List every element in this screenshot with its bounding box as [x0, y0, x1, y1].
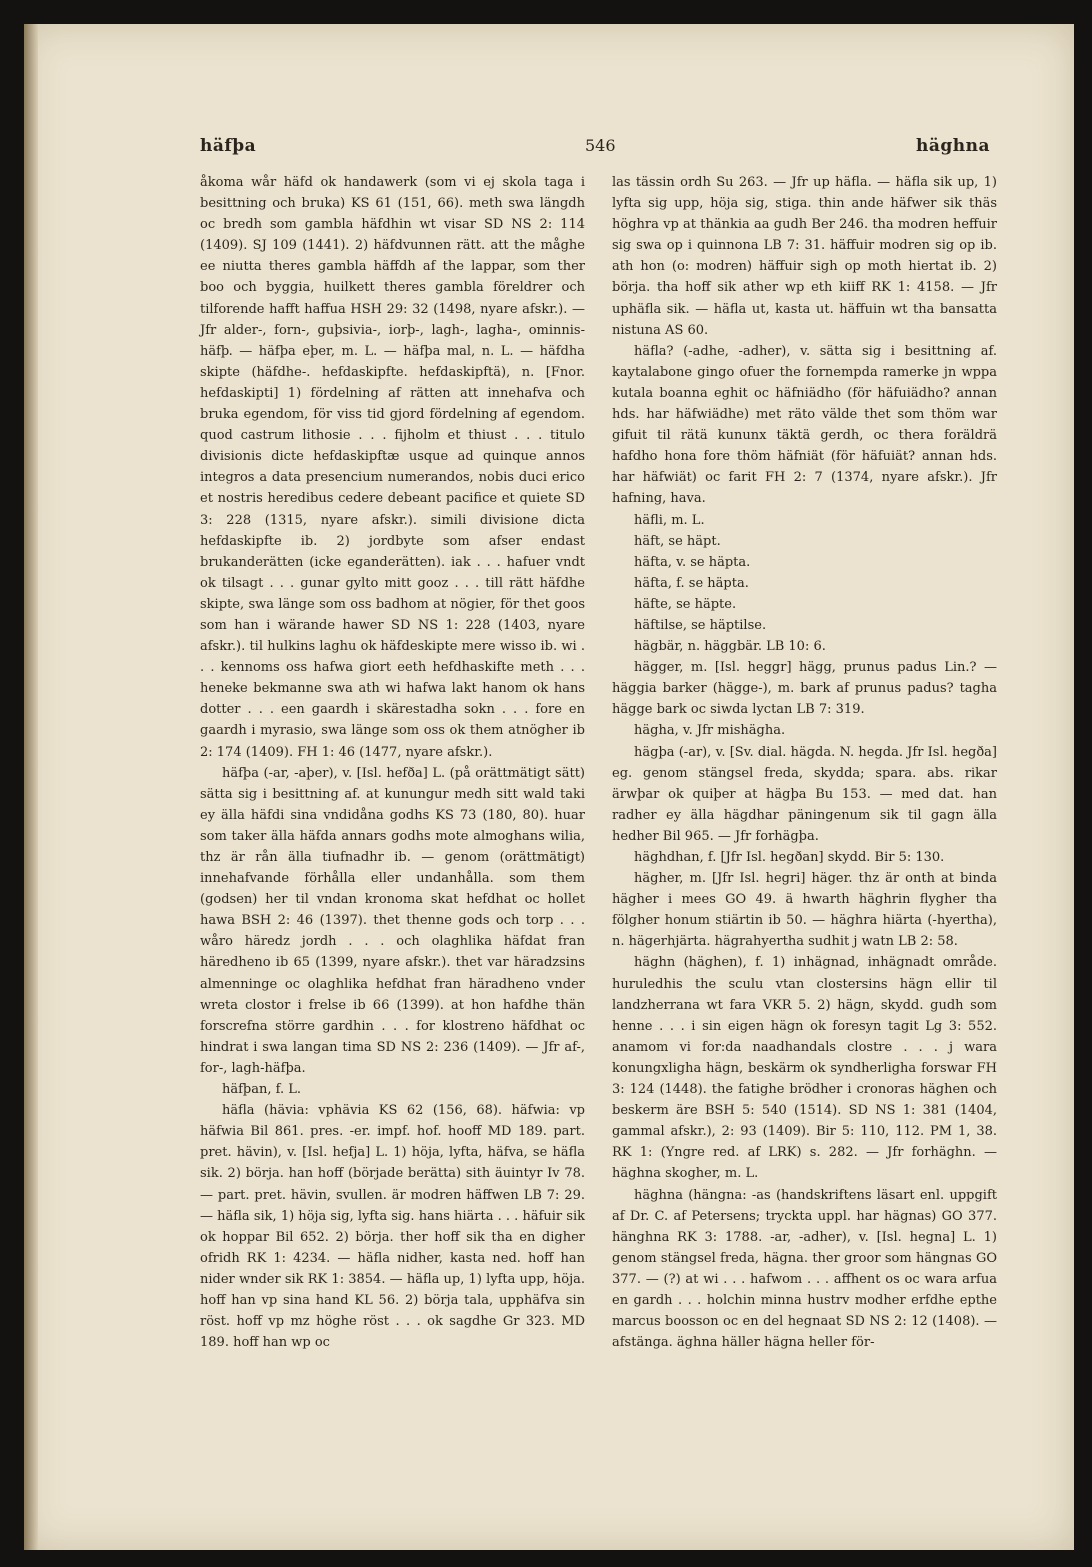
- entry-haegha: hägha, v. Jfr mishägha.: [634, 723, 786, 739]
- entry-haegþa: hägþa (-ar), v. [Sv. dial. hägda. N. hegda. Jfr Isl. hegða] eg. genom stängsel freda, skydda; spara. abs. rikar ärwþar ok quiþer at hägþa Bu 153. — med dat. han radher ey älla hägdhar päningenum sik til gagn älla hedher Bil 965. — Jfr forhägþa.: [612, 744, 997, 844]
- entry-haeft: häft, se häpt.: [634, 533, 721, 549]
- entry-haefla: häfla (hävia: vphävia KS 62 (156, 68). häfwia: vp häfwia Bil 861. pres. -er. impf. hof. hooff MD 189. part. pret. hävin), v. [Isl. hefja] L. 1) höja, lyfta, häfva, se häfla sik. 2) börja. han hoff (började berätta) sith äuintyr Iv 78. — part. pret. hävin, svullen. är modren häffwen LB 7: 29. — häfla sik, 1) höja sig, lyfta sig. hans hiärta . . . häfuir sik ok hoppar Bil 652. 2) börja. ther hoff sik tha en digher ofridh RK 1: 4234. — häfla nidher, kasta ned. hoff han nider wnder sik RK 1: 3854. — häfla up, 1) lyfta upp, höja. hoff han vp sina hand KL 56. 2) börja tala, upphäfva sin röst. hoff vp mz höghe röst . . . ok sagdhe Gr 323. MD 189. hoff han wp oc: [200, 1103, 585, 1351]
- left-column: [200, 172, 585, 1353]
- entry-haefte: häfte, se häpte.: [634, 596, 737, 612]
- entry-haefþa-verb: häfþa (-ar, -aþer), v. [Isl. hefða] L. (på orättmätigt sätt) sätta sig i besittning af. at kunungur medh sitt wald taki ey älla häfdi sina vndidåna godhs KS 73 (180, 80). huar som taker älla häfda annars godhs mote almoghans wilia, thz är rån älla tiufnadhr ib. — genom (orättmätigt) innehafvande förhålla eller undanhålla. som them (godsen) her til vndan kronoma skat hefdhat oc hollet hawa BSH 2: 46 (1397). thet thenne gods och torp . . . wåro häredz jordh . . . och olaghlika häfdat fran häredheno ib 65 (1399, nyare afskr.). thet var häradzsins almenninge oc olaghlika hefdhat fran häradheno vnder wreta clostor i frelse ib 66 (1399). at hon hafdhe thän forscrefna större gardhin . . . for klostreno häfdhat oc hindrat i swa langan tima SD NS 2: 236 (1409). — Jfr af-, for-, lagh-häfþa.: [200, 765, 585, 1076]
- entry-haegbaer: hägbär, n. häggbär. LB 10: 6.: [634, 639, 826, 655]
- right-column: [612, 172, 997, 1353]
- entry-haeghn: häghn (häghen), f. 1) inhägnad, inhägnadt område. huruledhis the sculu vtan clostersins hägn ellir til landzherrana wt fara VKR 5. 2) hägn, skydd. gudh som henne . . . i sin eigen hägn ok foresyn tagit Lg 3: 552. anamom vi for:da naadhandals clostre . . . j wara konungxligha hägn, beskärm ok syndherligha forswar FH 3: 124 (1448). the fatighe brödher i cronoras häghen och beskerm äre BSH 5: 540 (1514). SD NS 1: 381 (1404, gammal afskr.), 2: 93 (1409). Bir 5: 110, 112. PM 1, 38. RK 1: (Yngre red. af LRK) s. 282. — Jfr forhäghn. — häghna skogher, m. L.: [612, 955, 997, 1182]
- entry-haefli: häfli, m. L.: [634, 512, 705, 528]
- entry-haefta-verb: häfta, v. se häpta.: [634, 554, 751, 570]
- page-number: 546: [585, 136, 616, 155]
- page-header: [200, 136, 990, 166]
- entry-haefta-noun: häfta, f. se häpta.: [634, 575, 749, 591]
- entry-haegher: hägher, m. [Jfr Isl. hegri] häger. thz är onth at binda hägher i mees GO 49. ä hwarth häghrin flygher tha fölgher honum stiärtin ib 50. — häghra hiärta (-hyertha), n. hägerhjärta. hägrahyertha sudhit j watn LB 2: 58.: [612, 871, 997, 950]
- entry-haeghdhan: häghdhan, f. [Jfr Isl. hegðan] skydd. Bir 5: 130.: [634, 850, 945, 865]
- entry-haefla-continued: las tässin ordh Su 263. — Jfr up häfla. — häfla sik up, 1) lyfta sig upp, höja sig, stiga. thin ande häfwer sik thäs höghra vp at thänkia aa gudh Ber 246. tha modren heffuir sig swa op i quinnona LB 7: 31. häffuir modren sig op ib. ath hon (o: modren) häffuir sigh op moth hiertat ib. 2) börja. tha hoff sik ather wp eth kiiff RK 1: 4158. — Jfr uphäfla sik. — häfla ut, kasta ut. häffuin wt tha bansatta nistuna AS 60.: [612, 175, 997, 338]
- entry-haegger: hägger, m. [Isl. heggr] hägg, prunus padus Lin.? — häggia barker (hägge-), m. bark af prunus padus? tagha hägge bark oc siwda lyctan LB 7: 319.: [612, 660, 997, 718]
- entry-haeftilse: häftilse, se häptilse.: [634, 617, 767, 633]
- page-spine-shadow: [24, 24, 38, 1550]
- entry-haefþan: häfþan, f. L.: [222, 1082, 302, 1098]
- entry-haefd-continued: åkoma wår häfd ok handawerk (som vi ej skola taga i besittning och bruka) KS 61 (151, 66). meth swa längdh oc bredh som gambla häfdhin wt visar SD NS 2: 114 (1409). SJ 109 (1441). 2) häfdvunnen rätt. att the måghe ee niutta theres gambla häffdh af the lappar, som ther boo och byggia, huilkett theres gambla föreldrer och tilforende hafft haffua HSH 29: 32 (1498, nyare afskr.). — Jfr alder-, forn-, guþsivia-, iorþ-, lagh-, lagha-, ominnis-häfþ. — häfþa eþer, m. L. — häfþa mal, n. L. — häfdha skipte (häfdhe-. hefdaskipfte. hefdaskipftä), n. [Fnor. hefdaskipti] 1) fördelning af rätten att innehafva och bruka egendom, för viss tid gjord fördelning af egendom. quod castrum lithosie . . . fijholm et thiust . . . titulo divisionis dicte hefdaskipftæ usque ad quinque annos integros a data presencium numerandos, nobis duci erico et nostris heredibus cedere debeant pacifice et quiete SD 3: 228 (1315, nyare afskr.). simili divisione dicta hefdaskipfte ib. 2) jordbyte som afser endast brukanderätten (icke eganderätten). iak . . . hafuer vndt ok tilsagt . . . gunar gylto mitt gooz . . . till rätt häfdhe skipte, swa länge som oss badhom at nögier, för thet goos som han i wärande hawer SD NS 1: 228 (1403, nyare afskr.). til hulkins laghu ok häfdeskipte mere wisso ib. wi . . . kennoms oss hafwa giort eeth hefdhaskifte meth . . . heneke bekmanne swa ath wi hafwa lakt hanom ok hans dotter . . . een gaardh i skärestadha sokn . . . fore en gaardh i myrasio, swa länge som oss ok them atnögher ib 2: 174 (1409). FH 1: 46 (1477, nyare afskr.).: [200, 175, 585, 760]
- running-head-right: häghna: [916, 136, 990, 156]
- running-head-left: häfþa: [200, 136, 257, 156]
- entry-haefla-question: häfla? (-adhe, -adher), v. sätta sig i besittning af. kaytalabone gingo ofuer the fornempda ramerke jn wppa kutala boanna eghit oc häfniädho (för häfuiädho? annan hds. har häfwiädhe) met räto välde thet som thöm war gifuit til rätä kununx täktä gerdh, oc thera foräldrä hafdho hona fore thöm häfniät (för häfuiät? annan hds. har häfwiät) oc farit FH 2: 7 (1374, nyare afskr.). Jfr hafning, hava.: [612, 343, 997, 507]
- entry-haeghna: häghna (hängna: -as (handskriftens läsart enl. uppgift af Dr. C. af Petersens; tryckta uppl. har hägnas) GO 377. hänghna RK 3: 1788. -ar, -adher), v. [Isl. hegna] L. 1) genom stängsel freda, hägna. ther groor som hängnas GO 377. — (?) at wi . . . hafwom . . . affhent os oc wara arfua en gardh . . . holchin minna hustrv modher erfdhe epthe marcus boosson oc en del hegnaat SD NS 2: 12 (1408). — afstänga. äghna häller hägna heller för-: [612, 1187, 997, 1351]
